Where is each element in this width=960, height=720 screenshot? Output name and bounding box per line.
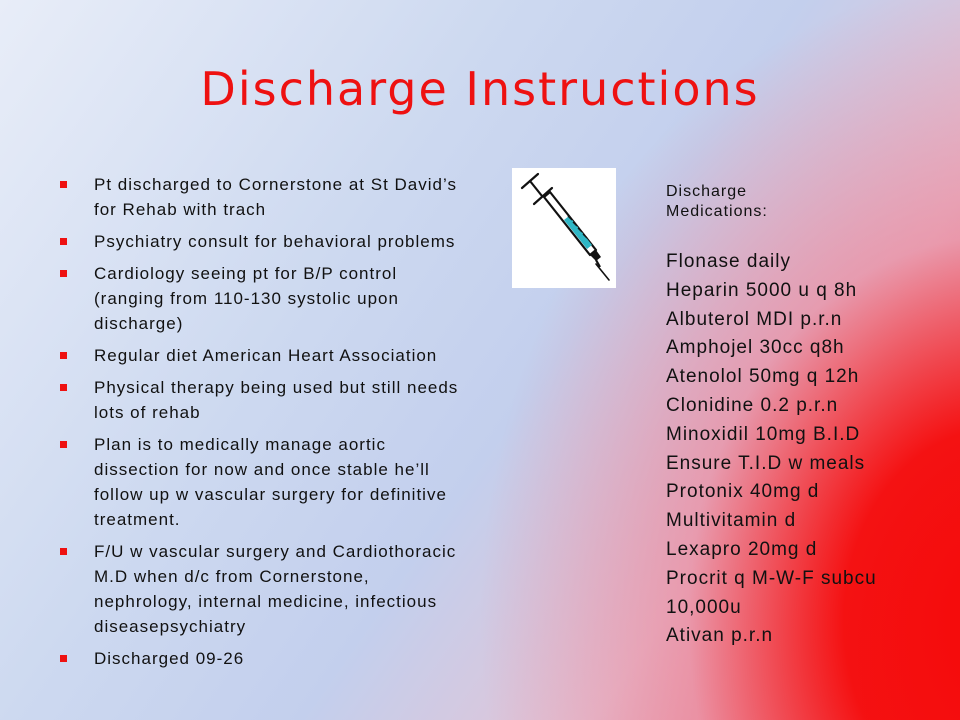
medications-heading-line: Discharge [666,183,748,200]
instruction-item [58,432,468,532]
medication-item: Clonidine 0.2 p.r.n [666,394,839,416]
bullet-square-icon [60,181,67,188]
bullet-square-icon [60,384,67,391]
medication-item: Albuterol MDI p.r.n [666,308,843,330]
bullet-square-icon [60,238,67,245]
bullet-square-icon [60,441,67,448]
bullet-square-icon [60,352,67,359]
instruction-text: F/U w vascular surgery and Cardiothoracic M.D when d/c from Cornerstone, nephrology, internal medicine, infectious diseasepsychiatry [94,542,457,636]
medication-item: Heparin 5000 u q 8h [666,279,858,301]
instruction-item [58,646,468,671]
instruction-item [58,375,468,425]
medication-item: Multivitamin d [666,510,797,532]
medication-item: Ativan p.r.n [666,625,774,647]
medication-item: Ensure T.I.D w meals [666,452,866,474]
instruction-text: Regular diet American Heart Association [94,346,438,365]
medications-heading [666,182,866,222]
medication-item: Procrit q M-W-F subcu [666,567,877,589]
instruction-text: Plan is to medically manage aortic dissection for now and once stable he’ll follow up w vascular surgery for definitive treatment. [94,435,447,529]
instruction-text: Psychiatry consult for behavioral problems [94,232,456,251]
instruction-item [58,229,468,254]
instruction-item [58,172,468,222]
instruction-item [58,539,468,639]
medication-item: Minoxidil 10mg B.I.D [666,423,861,445]
instruction-text: Cardiology seeing pt for B/P control (ranging from 110-130 systolic upon discharge) [94,264,399,333]
instruction-text: Discharged 09-26 [94,649,245,668]
instruction-text: Physical therapy being used but still needs lots of rehab [94,378,459,422]
slide-title: Discharge Instructions [200,62,760,116]
bullet-square-icon [60,548,67,555]
medications-list [666,248,946,651]
instruction-item [58,261,468,336]
instruction-text: Pt discharged to Cornerstone at St David’s for Rehab with trach [94,175,457,219]
bullet-square-icon [60,270,67,277]
medication-item: Lexapro 20mg d [666,538,818,560]
medication-item: 10,000u [666,596,742,618]
instruction-item [58,343,468,368]
medication-item: Protonix 40mg d [666,481,820,503]
syringe-image [512,168,616,288]
bullet-square-icon [60,655,67,662]
medication-item: Amphojel 30cc q8h [666,337,845,359]
instruction-list [58,172,468,678]
medications-heading-line: Medications: [666,203,768,220]
medication-item: Flonase daily [666,251,791,272]
syringe-icon [512,168,616,288]
medication-item: Atenolol 50mg q 12h [666,366,860,388]
